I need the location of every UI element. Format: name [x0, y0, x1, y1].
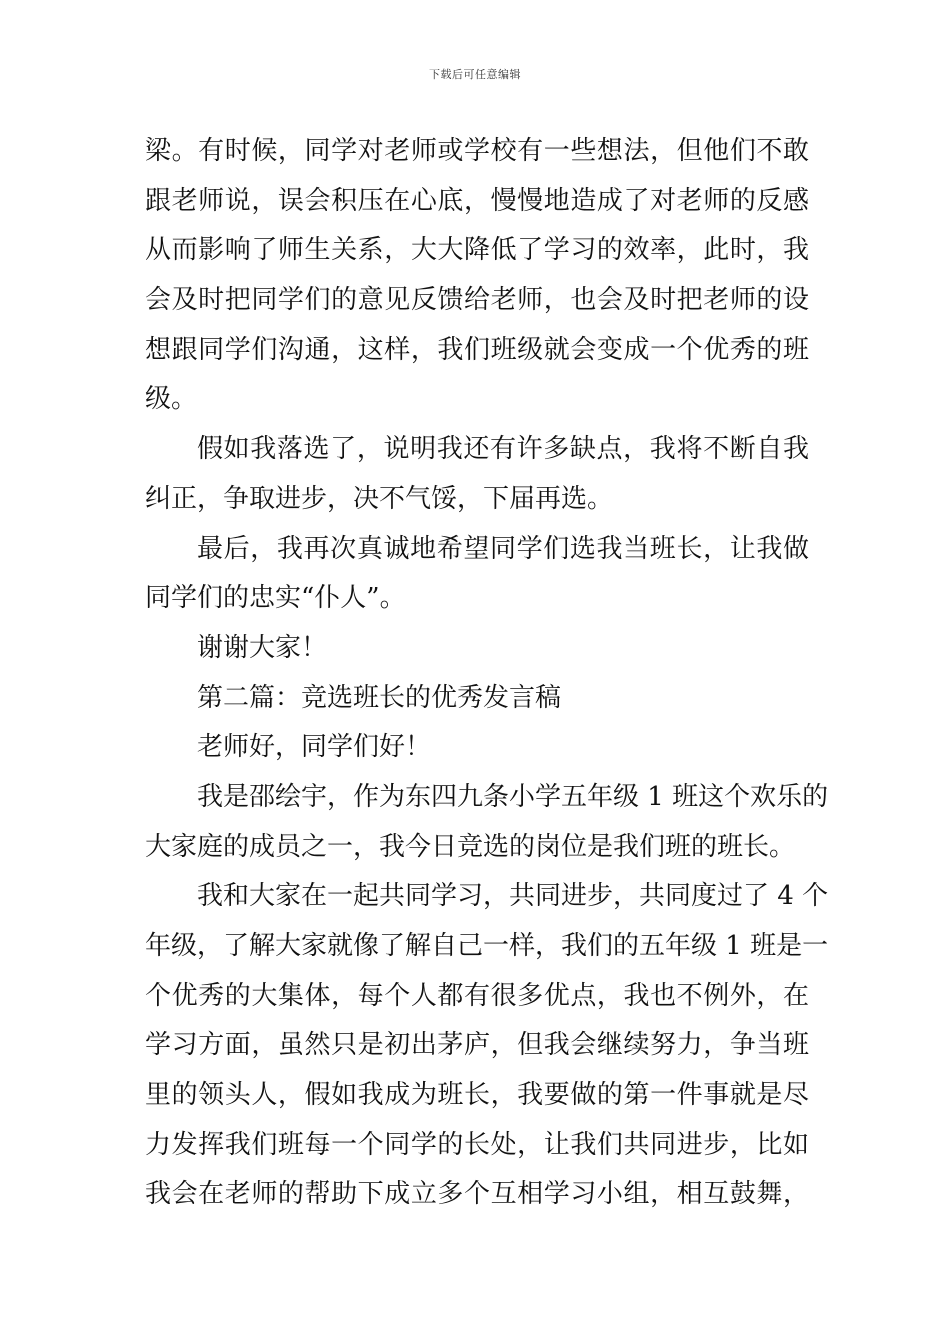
text-line: 第二篇：竞选班长的优秀发言稿 — [197, 682, 562, 713]
text-line: 我和大家在一起共同学习，共同进步，共同度过了 4 个 — [197, 881, 829, 912]
text-line: 最后，我再次真诚地希望同学们选我当班长，让我做 — [197, 533, 809, 564]
text-line: 我是邵绘宇，作为东四九条小学五年级 1 班这个欢乐的 — [197, 781, 829, 812]
text-line: 个优秀的大集体，每个人都有很多优点，我也不例外，在 — [145, 980, 809, 1011]
text-line: 大家庭的成员之一，我今日竞选的岗位是我们班的班长。 — [145, 831, 796, 862]
text-line: 会及时把同学们的意见反馈给老师，也会及时把老师的设 — [145, 285, 809, 316]
text-line: 学习方面，虽然只是初出茅庐，但我会继续努力，争当班 — [145, 1030, 809, 1061]
text-line: 梁。有时候，同学对老师或学校有一些想法，但他们不敢 — [145, 136, 809, 166]
document-body — [145, 127, 829, 1220]
text-line: 里的领头人，假如我成为班长，我要做的第一件事就是尽 — [145, 1080, 809, 1111]
text-line: 跟老师说，误会积压在心底，慢慢地造成了对老师的反感 — [145, 185, 809, 216]
text-line: 级。 — [145, 384, 198, 415]
text-line: 年级，了解大家就像了解自己一样，我们的五年级 1 班是一 — [145, 931, 829, 961]
text-line: 想跟同学们沟通，这样，我们班级就会变成一个优秀的班 — [145, 334, 809, 365]
text-line: 纠正，争取进步，决不气馁，下届再选。 — [145, 483, 614, 514]
text-line: 同学们的忠实“仆人”。 — [145, 583, 406, 614]
text-line: 从而影响了师生关系，大大降低了学习的效率，此时，我 — [145, 235, 809, 266]
page-header: 下载后可任意编辑 — [429, 68, 521, 81]
text-line: 力发挥我们班每一个同学的长处，让我们共同进步，比如 — [145, 1129, 809, 1160]
text-line: 老师好，同学们好！ — [197, 732, 432, 763]
text-line: 我会在老师的帮助下成立多个互相学习小组，相互鼓舞， — [145, 1179, 809, 1210]
text-line: 假如我落选了，说明我还有许多缺点，我将不断自我 — [197, 434, 809, 465]
text-line: 谢谢大家！ — [197, 632, 328, 663]
